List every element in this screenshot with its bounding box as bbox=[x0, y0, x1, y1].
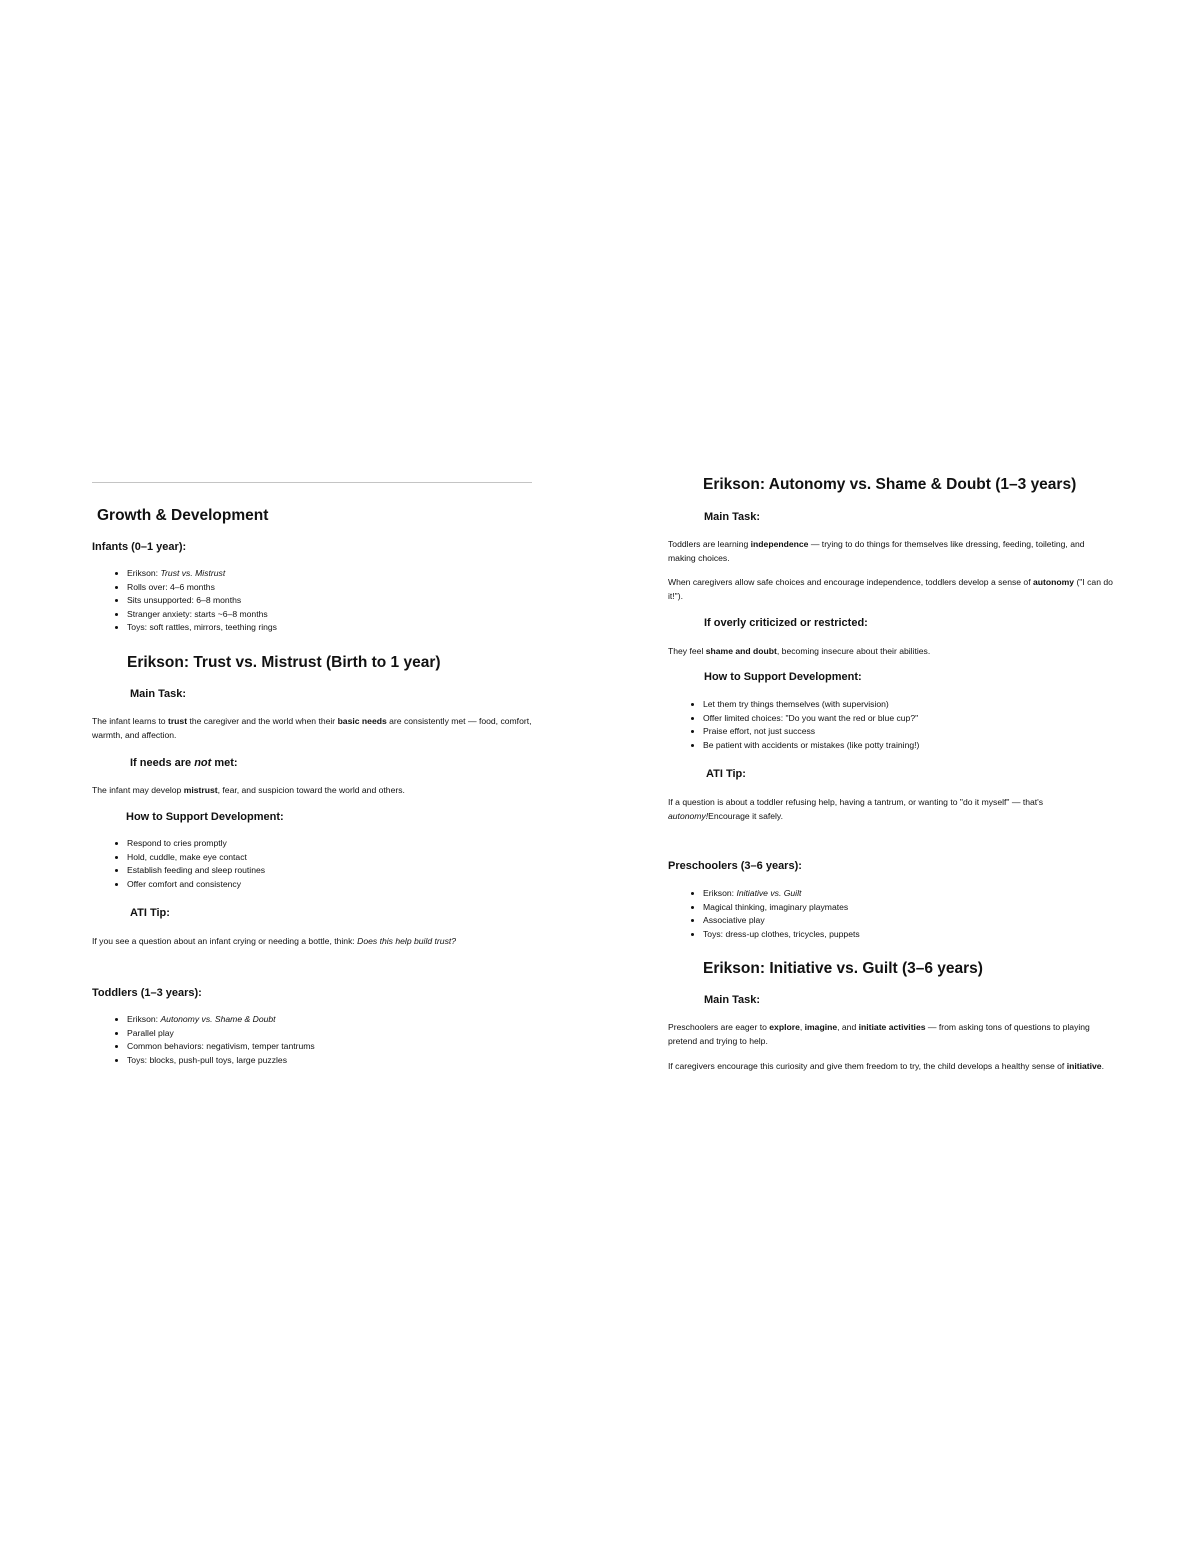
not-met-heading bbox=[94, 757, 552, 769]
document-title: Growth & Development bbox=[97, 507, 269, 524]
list-item: • Magical thinking, imaginary playmates bbox=[703, 901, 1113, 915]
text-run: If caregivers encourage this curiosity and give them freedom to try, the child develops a healthy sense of bbox=[668, 1061, 1067, 1071]
list-item: • Toys: dress-up clothes, tricycles, puppets bbox=[703, 928, 1113, 942]
list-item: • Toys: soft rattles, mirrors, teething rings bbox=[127, 621, 552, 635]
text-run: initiate activities bbox=[858, 1022, 926, 1032]
ati-tip-heading: ATI Tip: bbox=[130, 907, 170, 919]
autonomy-heading: Erikson: Autonomy vs. Shame & Doubt (1–3 years) bbox=[703, 476, 1077, 493]
list-item: • Erikson: Initiative vs. Guilt bbox=[703, 887, 1113, 901]
text-run: The infant may develop bbox=[92, 785, 184, 795]
list-item: • Erikson: Autonomy vs. Shame & Doubt bbox=[127, 1013, 552, 1027]
ati-tip-heading: ATI Tip: bbox=[706, 768, 746, 780]
list-item: • Praise effort, not just success bbox=[703, 725, 1113, 739]
text-run: the caregiver and the world when their bbox=[187, 716, 338, 726]
text-run: The infant learns to bbox=[92, 716, 168, 726]
support-heading: How to Support Development: bbox=[126, 811, 284, 823]
text-run: Toddlers are learning bbox=[668, 539, 751, 549]
text-run: . bbox=[1101, 1061, 1104, 1071]
text-run: If needs are bbox=[130, 757, 195, 769]
text-run: trust bbox=[167, 716, 188, 726]
text-run: , fear, and suspicion toward the world and others. bbox=[217, 785, 405, 795]
criticized-text bbox=[668, 644, 1113, 658]
support-list bbox=[92, 837, 552, 891]
preschoolers-list bbox=[668, 887, 1113, 941]
list-item: • Let them try things themselves (with supervision) bbox=[703, 698, 1113, 712]
text-run: not bbox=[194, 757, 212, 769]
main-task-heading-2: Main Task: bbox=[704, 994, 761, 1006]
ati-tip-text bbox=[92, 934, 542, 948]
list-item: • Respond to cries promptly bbox=[127, 837, 552, 851]
text-run: autonomy bbox=[1033, 577, 1075, 587]
text-run: initiative bbox=[1066, 1061, 1102, 1071]
list-item: • Offer limited choices: "Do you want the red or blue cup?" bbox=[703, 712, 1113, 726]
text-run: They feel bbox=[668, 646, 706, 656]
ati-tip-text bbox=[668, 795, 1113, 823]
list-item: • Parallel play bbox=[127, 1027, 552, 1041]
list-item: • Offer comfort and consistency bbox=[127, 878, 552, 892]
curiosity-text bbox=[668, 1059, 1113, 1073]
infants-heading: Infants (0–1 year): bbox=[92, 541, 187, 553]
main-task-text-2 bbox=[668, 1020, 1113, 1048]
text-run: explore bbox=[769, 1022, 800, 1032]
text-run: Encourage it safely. bbox=[708, 811, 783, 821]
list-item: • Rolls over: 4–6 months bbox=[127, 581, 552, 595]
initiative-heading: Erikson: Initiative vs. Guilt (3–6 years) bbox=[703, 960, 983, 977]
support-heading: How to Support Development: bbox=[704, 671, 862, 683]
text-run: shame and doubt bbox=[705, 646, 777, 656]
text-run: independence bbox=[750, 539, 809, 549]
text-run: — from asking tons of questions to playing pretend and trying to help. bbox=[668, 1022, 1090, 1046]
list-item: • Establish feeding and sleep routines bbox=[127, 864, 552, 878]
infants-list bbox=[92, 567, 552, 635]
text-run: If you see a question about an infant crying or needing a bottle, think: bbox=[92, 936, 358, 946]
horizontal-rule bbox=[92, 482, 532, 483]
list-item: • Be patient with accidents or mistakes (like potty training!) bbox=[703, 739, 1113, 753]
text-run: ("I can do it!"). bbox=[668, 577, 1113, 601]
main-task-text bbox=[668, 537, 1113, 565]
text-run: , bbox=[799, 1022, 805, 1032]
text-run: , and bbox=[837, 1022, 859, 1032]
list-item: • Common behaviors: negativism, temper tantrums bbox=[127, 1040, 552, 1054]
main-task-heading: Main Task: bbox=[130, 688, 187, 700]
main-task-text bbox=[92, 714, 532, 742]
text-run: met: bbox=[211, 757, 238, 769]
toddlers-list bbox=[92, 1013, 552, 1067]
preschoolers-heading: Preschoolers (3–6 years): bbox=[668, 860, 802, 872]
text-run: Does this help build trust? bbox=[357, 936, 457, 946]
list-item: • Toys: blocks, push-pull toys, large puzzles bbox=[127, 1054, 552, 1068]
not-met-text bbox=[92, 783, 532, 797]
text-run: If a question is about a toddler refusing help, having a tantrum, or wanting to "do it myself" — that's bbox=[668, 797, 1044, 807]
list-item: • Stranger anxiety: starts ~6–8 months bbox=[127, 608, 552, 622]
text-run: mistrust bbox=[183, 785, 218, 795]
caregivers-text bbox=[668, 575, 1113, 603]
text-run: Preschoolers are eager to bbox=[668, 1022, 770, 1032]
text-run: — trying to do things for themselves like dressing, feeding, toileting, and making choices. bbox=[668, 539, 1085, 563]
text-run: autonomy! bbox=[668, 811, 709, 821]
list-item: • Sits unsupported: 6–8 months bbox=[127, 594, 552, 608]
text-run: When caregivers allow safe choices and encourage independence, toddlers develop a sense of bbox=[668, 577, 1033, 587]
text-run: are consistently met — food, comfort, warmth, and affection. bbox=[92, 716, 532, 740]
text-run: , becoming insecure about their abilities. bbox=[776, 646, 931, 656]
text-run: basic needs bbox=[337, 716, 387, 726]
criticized-heading: If overly criticized or restricted: bbox=[704, 617, 868, 629]
text-run: imagine bbox=[804, 1022, 838, 1032]
main-task-heading: Main Task: bbox=[704, 511, 761, 523]
support-list bbox=[668, 698, 1113, 752]
toddlers-heading: Toddlers (1–3 years): bbox=[92, 987, 202, 999]
trust-heading: Erikson: Trust vs. Mistrust (Birth to 1 year) bbox=[127, 654, 441, 671]
list-item: • Associative play bbox=[703, 914, 1113, 928]
list-item: • Erikson: Trust vs. Mistrust bbox=[127, 567, 552, 581]
list-item: • Hold, cuddle, make eye contact bbox=[127, 851, 552, 865]
